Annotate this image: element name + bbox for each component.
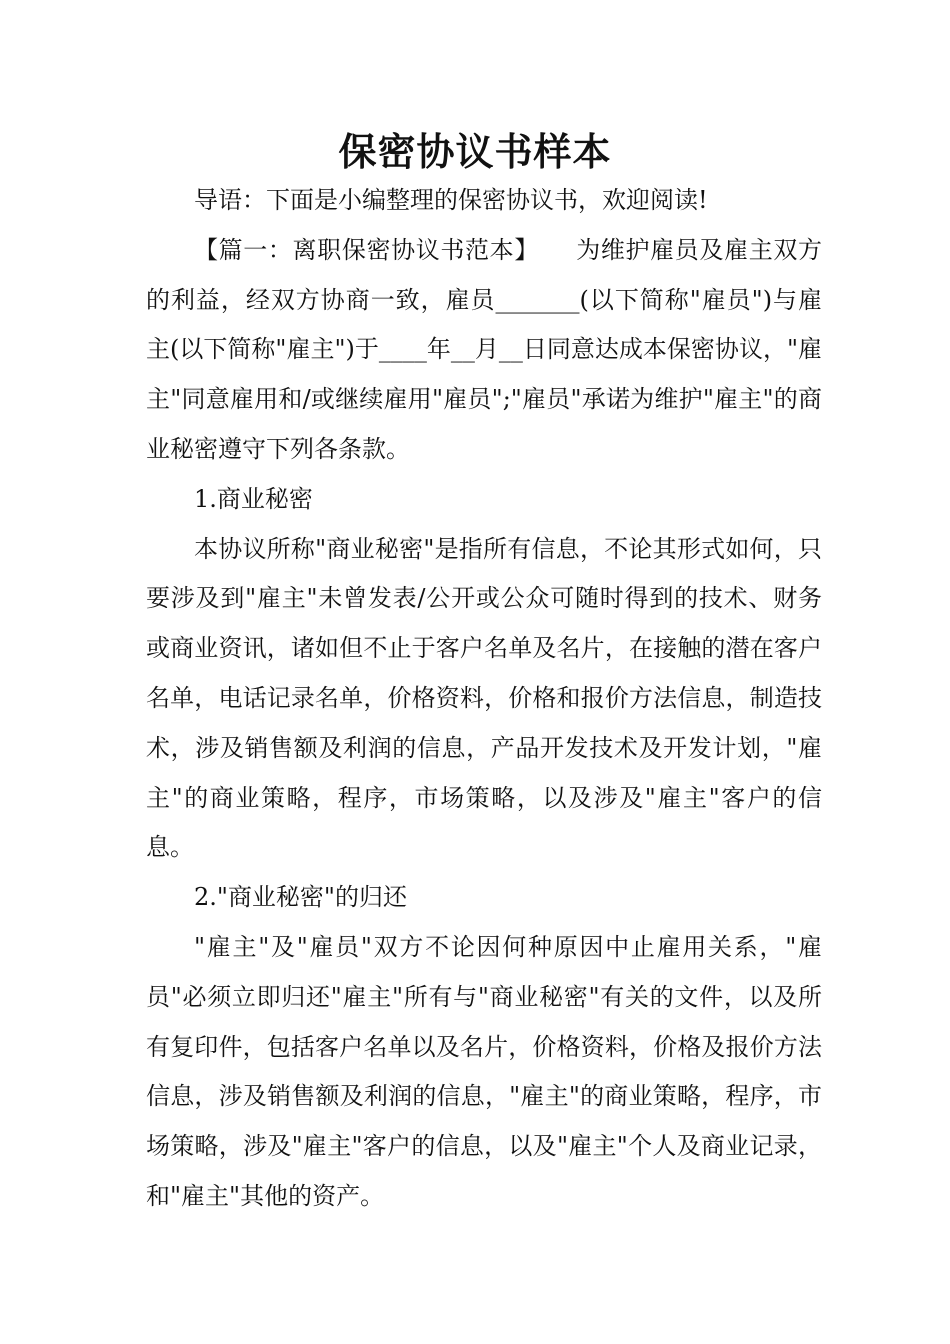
trade-secret-definition-paragraph: 本协议所称"商业秘密"是指所有信息，不论其形式如何，只要涉及到"雇主"未曾发表/公开或公众可随时得到的技术、财务或商业资讯，诸如但不止于客户名单及名片，在接触的潜在客户名单，电话记录名单，价格资料，价格和报价方法信息，制造技术，涉及销售额及利润的信息，产品开发技术及开发计划，"雇主"的商业策略，程序，市场策略，以及涉及"雇主"客户的信息。 — [146, 534, 822, 862]
clause-heading-return: 2."商业秘密"的归还 — [194, 883, 407, 912]
document-title: 保密协议书样本 — [338, 129, 612, 174]
return-obligation-paragraph: "雇主"及"雇员"双方不论因何种原因中止雇用关系，"雇员"必须立即归还"雇主"所有与"商业秘密"有关的文件，以及所有复印件，包括客户名单以及名片，价格资料，价格及报价方法信息，涉及销售额及利润的信息，"雇主"的商业策略，程序，市场策略，涉及"雇主"客户的信息，以及"雇主"个人及商业记录，和"雇主"其他的资产。 — [146, 932, 822, 1210]
section-one-paragraph: 【篇一：离职保密协议书范本】 为维护雇员及雇主双方的利益，经双方协商一致，雇员_______(以下简称"雇员")与雇主(以下简称"雇主")于____年__月__日同意达成本保密协议，"雇主"同意雇用和/或继续雇用"雇员";"雇员"承诺为维护"雇主"的商业秘密遵守下列各条款。 — [146, 235, 822, 463]
intro-paragraph: 导语：下面是小编整理的保密协议书，欢迎阅读! — [194, 186, 708, 214]
document-body — [146, 176, 822, 1222]
clause-heading-trade-secret: 1.商业秘密 — [194, 484, 313, 513]
